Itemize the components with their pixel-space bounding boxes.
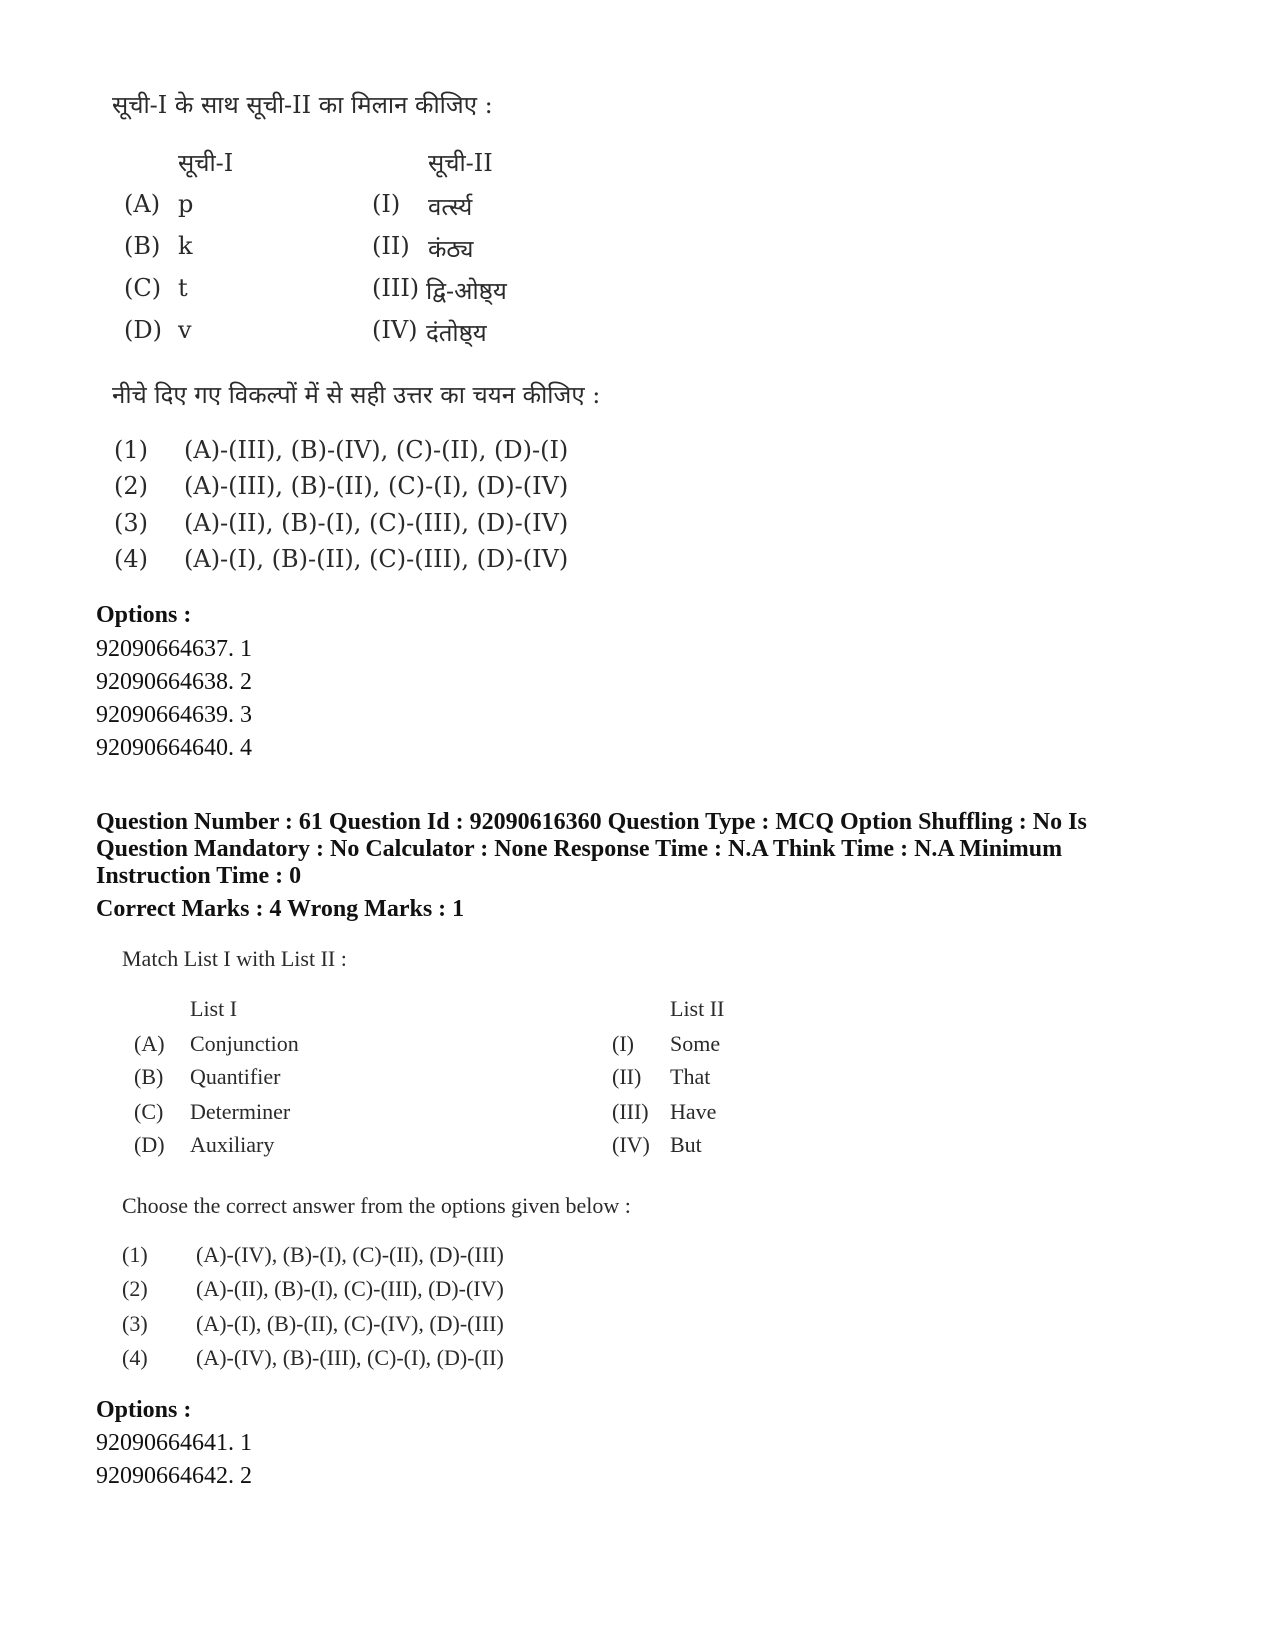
q61-row-a-match-label: (I) <box>612 1031 634 1056</box>
q61-row-d-label: (D) <box>134 1132 165 1157</box>
q61-list1-header: List I <box>190 996 238 1021</box>
q60-row-c-text: t <box>178 274 188 302</box>
q60-option-1: 92090664637. 1 <box>96 636 252 662</box>
q60-row-d-match-text: दंतोष्ठ्य <box>426 319 487 347</box>
q60-answer-1-text: (A)-(III), (B)-(IV), (C)-(II), (D)-(I) <box>184 436 569 464</box>
q60-answer-4-text: (A)-(I), (B)-(II), (C)-(III), (D)-(IV) <box>184 545 569 573</box>
q60-row-d-match-label: (IV) <box>372 316 418 344</box>
q60-answer-3-num: (3) <box>114 509 148 537</box>
q61-marks: Correct Marks : 4 Wrong Marks : 1 <box>96 896 465 922</box>
q60-row-a-match-text: वर्त्स्य <box>428 193 473 221</box>
q60-options-label: Options : <box>96 602 192 628</box>
q61-meta-line-1: Question Number : 61 Question Id : 92090616360 Question Type : MCQ Option Shuffling : No Is <box>96 809 1087 835</box>
q61-answer-1-text: (A)-(IV), (B)-(I), (C)-(II), (D)-(III) <box>196 1242 504 1267</box>
q60-row-b-match-text: कंठ्य <box>428 235 474 263</box>
q60-answer-1-num: (1) <box>114 436 148 464</box>
q61-answer-3-text: (A)-(I), (B)-(II), (C)-(IV), (D)-(III) <box>196 1311 504 1336</box>
q61-row-d-match-text: But <box>670 1132 702 1157</box>
q61-answer-2-text: (A)-(II), (B)-(I), (C)-(III), (D)-(IV) <box>196 1276 504 1301</box>
q60-list2-header: सूची-II <box>428 149 493 177</box>
q61-instruction: Match List I with List II : <box>122 946 347 971</box>
q61-row-a-match-text: Some <box>670 1031 721 1056</box>
q60-row-c-match-text: द्वि-ओष्ठ्य <box>426 277 507 305</box>
q61-row-b-label: (B) <box>134 1064 164 1089</box>
q61-answer-3-num: (3) <box>122 1311 148 1336</box>
q61-meta-line-2: Question Mandatory : No Calculator : None Response Time : N.A Think Time : N.A Minimum <box>96 836 1063 862</box>
q60-row-b-text: k <box>178 232 193 260</box>
q60-row-a-match-label: (I) <box>372 190 401 218</box>
q61-row-b-match-label: (II) <box>612 1064 642 1089</box>
q61-option-1: 92090664641. 1 <box>96 1430 252 1456</box>
q61-row-c-text: Determiner <box>190 1099 291 1124</box>
q61-meta-line-3: Instruction Time : 0 <box>96 863 302 889</box>
q61-row-a-text: Conjunction <box>190 1031 299 1056</box>
q60-choose-instruction: नीचे दिए गए विकल्पों में से सही उत्तर का चयन कीजिए : <box>112 381 601 409</box>
q60-option-2: 92090664638. 2 <box>96 669 252 695</box>
q61-row-c-match-label: (III) <box>612 1099 649 1124</box>
q61-answer-2-num: (2) <box>122 1276 148 1301</box>
q61-option-2: 92090664642. 2 <box>96 1463 252 1489</box>
q61-row-d-match-label: (IV) <box>612 1132 650 1157</box>
q60-row-d-label: (D) <box>124 316 162 344</box>
q60-option-3: 92090664639. 3 <box>96 702 252 728</box>
q60-instruction: सूची-I के साथ सूची-II का मिलान कीजिए : <box>112 91 493 119</box>
q60-row-a-label: (A) <box>124 190 161 218</box>
q61-answer-1-num: (1) <box>122 1242 148 1267</box>
q61-row-b-match-text: That <box>670 1064 711 1089</box>
q61-list2-header: List II <box>670 996 725 1021</box>
q60-answer-4-num: (4) <box>114 545 148 573</box>
q60-row-d-text: v <box>178 316 192 344</box>
q61-row-b-text: Quantifier <box>190 1064 281 1089</box>
q61-row-c-match-text: Have <box>670 1099 717 1124</box>
q61-options-label: Options : <box>96 1397 192 1423</box>
q60-answer-2-num: (2) <box>114 472 148 500</box>
q60-answer-3-text: (A)-(II), (B)-(I), (C)-(III), (D)-(IV) <box>184 509 569 537</box>
q60-list1-header: सूची-I <box>178 149 234 177</box>
q60-row-c-match-label: (III) <box>372 274 420 302</box>
q60-option-4: 92090664640. 4 <box>96 735 252 761</box>
q60-row-a-text: p <box>178 190 194 218</box>
q61-row-a-label: (A) <box>134 1031 165 1056</box>
q60-row-b-match-label: (II) <box>372 232 410 260</box>
q61-answer-4-text: (A)-(IV), (B)-(III), (C)-(I), (D)-(II) <box>196 1345 504 1370</box>
q61-choose-instruction: Choose the correct answer from the options given below : <box>122 1193 631 1218</box>
q61-row-d-text: Auxiliary <box>190 1132 275 1157</box>
q61-answer-4-num: (4) <box>122 1345 148 1370</box>
q60-answer-2-text: (A)-(III), (B)-(II), (C)-(I), (D)-(IV) <box>184 472 569 500</box>
q60-row-c-label: (C) <box>124 274 162 302</box>
q61-row-c-label: (C) <box>134 1099 164 1124</box>
q60-row-b-label: (B) <box>124 232 161 260</box>
